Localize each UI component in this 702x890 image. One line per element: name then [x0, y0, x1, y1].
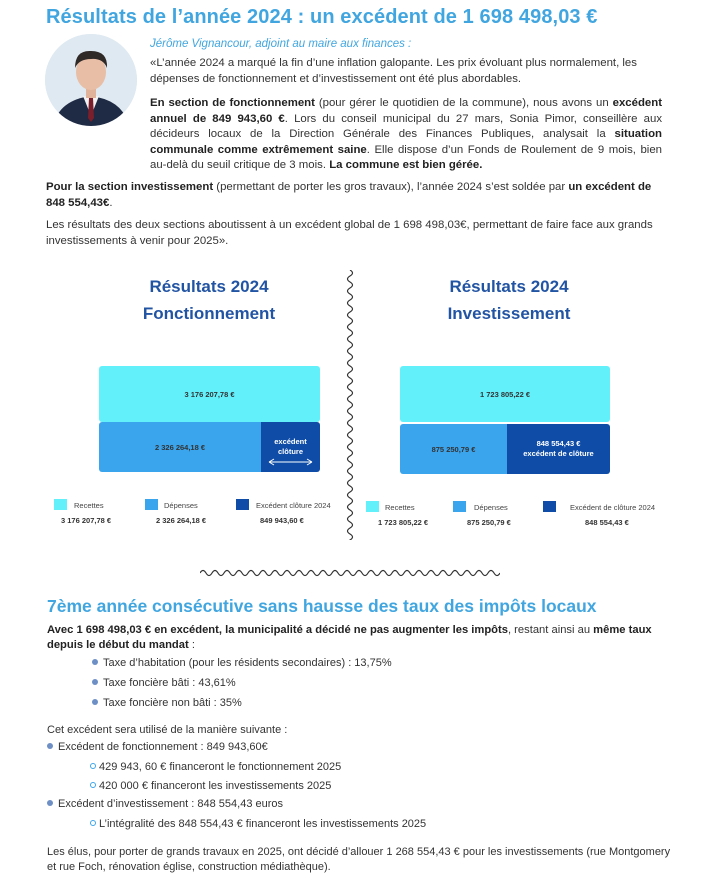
intro-paragraph-1: «L’année 2024 a marqué la fin d’une inflation galopante. Les prix évoluant plus normalement, les dépenses de fonctionnement et d’investissement ont été plus abordables. — [150, 57, 637, 85]
bullet-icon — [92, 679, 98, 685]
legend-label-excedent: Excédent clôture 2024 — [256, 501, 331, 510]
legend-swatch-recettes — [54, 499, 67, 510]
intro-paragraph-4: Les résultats des deux sections aboutissent à un excédent global de 1 698 498,03€, permettant de faire face aux grands investissements à venir pour 2025». — [46, 219, 653, 247]
sub-item: 429 943, 60 € financeront le fonctionnement 2025 — [90, 760, 341, 775]
legend-swatch-excedent — [543, 501, 556, 512]
sub-item: 420 000 € financeront les investissements 2025 — [90, 779, 331, 794]
bullet-icon — [92, 699, 98, 705]
page-title: Résultats de l’année 2024 : un excédent de 1 698 498,03 € — [46, 6, 598, 28]
legend-value-recettes: 1 723 805,22 € — [378, 518, 429, 527]
legend-swatch-depenses — [453, 501, 466, 512]
closing-paragraph: Les élus, pour porter de grands travaux en 2025, ont décidé d’allouer 1 268 554,43 € pour les investissements (rue Montgomery et rue Foch, rénovation église, construction médiathèque). — [47, 846, 671, 873]
legend-label-depenses: Dépenses — [474, 503, 508, 512]
circle-bullet-icon — [90, 763, 96, 769]
portrait-photo — [45, 34, 137, 126]
legend-label-recettes: Recettes — [385, 503, 415, 512]
circle-bullet-icon — [90, 782, 96, 788]
legend-value-depenses: 875 250,79 € — [467, 518, 511, 527]
usage-intro: Cet excédent sera utilisé de la manière suivante : — [47, 724, 288, 736]
list-item-investissement: Excédent d’investissement : 848 554,43 euros — [47, 797, 283, 812]
legend-label-depenses: Dépenses — [164, 501, 198, 510]
legend-swatch-excedent — [236, 499, 249, 510]
intro-paragraph-3: Pour la section investissement (permettant de porter les gros travaux), l’année 2024 s’est soldée par un excédent de 848 554,43€. — [46, 181, 652, 209]
legend-swatch-depenses — [145, 499, 158, 510]
bar-excedent-fonctionnement — [261, 422, 320, 472]
bar-excedent-annotation: excédent de clôture — [523, 449, 594, 458]
legend-value-excedent: 849 943,60 € — [260, 516, 304, 525]
wavy-separator — [200, 565, 500, 581]
bar-excedent-annotation: excédent clôture — [274, 437, 307, 456]
bullet-icon — [92, 659, 98, 665]
wavy-divider — [338, 270, 362, 540]
bar-excedent-investissement — [507, 424, 610, 474]
byline: Jérôme Vignancour, adjoint au maire aux finances : — [150, 38, 412, 50]
bar-depenses-fonctionnement: 2 326 264,18 € — [99, 422, 261, 472]
double-arrow-icon — [265, 458, 316, 466]
legend-label-excedent: Excédent de clôture 2024 — [570, 503, 656, 512]
section-title-taxes: 7ème année consécutive sans hausse des taux des impôts locaux — [47, 596, 597, 616]
list-item-tax: Taxe foncière bâti : 43,61% — [92, 676, 236, 691]
chart-title-fonctionnement: Résultats 2024 Fonctionnement — [142, 277, 276, 323]
circle-bullet-icon — [90, 820, 96, 826]
intro-paragraph-2: En section de fonctionnement (pour gérer le quotidien de la commune), nous avons un excédent annuel de 849 943,60 €. Lors du conseil municipal du 27 mars, Sonia Pimor, conseillère aux décideurs locaux de la Direction Générale des Finances Publiques, analysait la situation communale comme extrêmement saine. Elle dispose d’un Fonds de Roulement de 9 mois, bien au-delà du seuil critique de 3 mois. La commune est bien gérée. — [150, 97, 663, 171]
list-item-tax: Taxe d’habitation (pour les résidents secondaires) : 13,75% — [92, 656, 392, 671]
sub-item: L’intégralité des 848 554,43 € financeront les investissements 2025 — [90, 817, 426, 832]
taxes-lead: Avec 1 698 498,03 € en excédent, la municipalité a décidé ne pas augmenter les impôts, restant ainsi au même taux depuis le début du mandat : — [47, 624, 652, 651]
bar-recettes-fonctionnement: 3 176 207,78 € — [99, 366, 320, 422]
legend-swatch-recettes — [366, 501, 379, 512]
legend-label-recettes: Recettes — [74, 501, 104, 510]
bar-recettes-investissement: 1 723 805,22 € — [400, 366, 610, 422]
legend-value-excedent: 848 554,43 € — [585, 518, 629, 527]
bullet-icon — [47, 743, 53, 749]
bar-excedent-value: 848 554,43 € — [536, 439, 581, 448]
bar-depenses-investissement: 875 250,79 € — [400, 424, 507, 474]
legend-value-recettes: 3 176 207,78 € — [61, 516, 112, 525]
legend-value-depenses: 2 326 264,18 € — [156, 516, 207, 525]
chart-title-investissement: Résultats 2024 Investissement — [447, 277, 571, 323]
bullet-icon — [47, 800, 53, 806]
list-item-tax: Taxe foncière non bâti : 35% — [92, 696, 242, 711]
list-item-fonctionnement: Excédent de fonctionnement : 849 943,60€ — [47, 740, 268, 755]
